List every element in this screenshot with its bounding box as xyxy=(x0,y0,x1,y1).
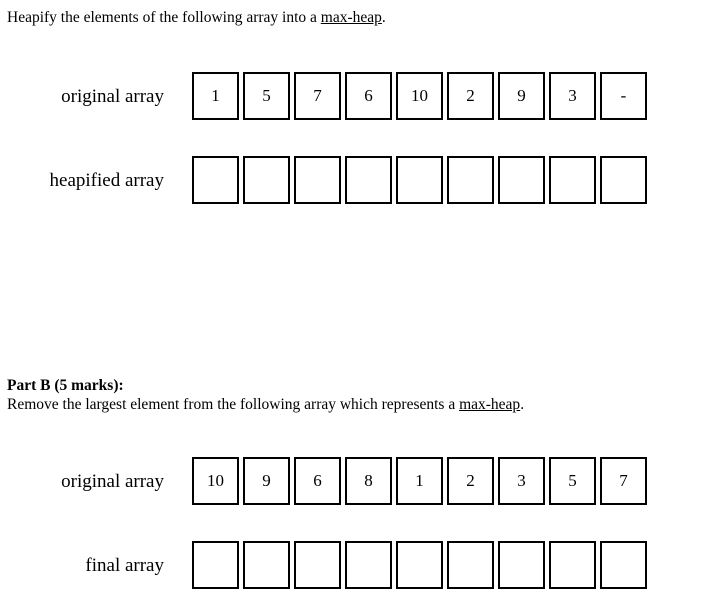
part-b-instruction-text: Remove the largest element from the following array which represents a xyxy=(7,396,460,413)
part-a-instruction xyxy=(7,9,386,27)
part-a-original-label: original array xyxy=(61,86,164,107)
answer-cell[interactable] xyxy=(549,541,596,589)
part-a-result-array xyxy=(192,156,647,204)
array-cell: 8 xyxy=(345,457,392,505)
part-b-original-array xyxy=(192,457,647,505)
answer-cell[interactable] xyxy=(600,541,647,589)
answer-cell[interactable] xyxy=(549,156,596,204)
part-b-title: Part B (5 marks): xyxy=(7,377,124,394)
answer-cell[interactable] xyxy=(192,156,239,204)
array-cell: 7 xyxy=(294,72,341,120)
answer-cell[interactable] xyxy=(294,541,341,589)
array-cell: 10 xyxy=(396,72,443,120)
answer-cell[interactable] xyxy=(396,541,443,589)
part-b-result-label: final array xyxy=(85,555,164,576)
answer-cell[interactable] xyxy=(447,156,494,204)
answer-cell[interactable] xyxy=(498,156,545,204)
array-cell: - xyxy=(600,72,647,120)
array-cell: 1 xyxy=(192,72,239,120)
answer-cell[interactable] xyxy=(294,156,341,204)
part-a-original-array xyxy=(192,72,647,120)
array-cell: 3 xyxy=(498,457,545,505)
array-cell: 6 xyxy=(345,72,392,120)
answer-cell[interactable] xyxy=(396,156,443,204)
answer-cell[interactable] xyxy=(345,156,392,204)
answer-cell[interactable] xyxy=(447,541,494,589)
answer-cell[interactable] xyxy=(498,541,545,589)
part-a-instruction-text: Heapify the elements of the following array into a xyxy=(7,9,321,26)
part-a-result-label: heapified array xyxy=(49,170,164,191)
part-b-result-array xyxy=(192,541,647,589)
part-b-max-heap-term: max-heap xyxy=(459,396,521,413)
answer-cell[interactable] xyxy=(192,541,239,589)
array-cell: 2 xyxy=(447,72,494,120)
array-cell: 5 xyxy=(549,457,596,505)
array-cell: 1 xyxy=(396,457,443,505)
part-b-instruction xyxy=(7,396,524,414)
array-cell: 5 xyxy=(243,72,290,120)
answer-cell[interactable] xyxy=(243,541,290,589)
part-b-original-label: original array xyxy=(61,471,164,492)
answer-cell[interactable] xyxy=(243,156,290,204)
array-cell: 6 xyxy=(294,457,341,505)
part-b-instruction-period: . xyxy=(520,396,525,413)
part-a-max-heap-term: max-heap xyxy=(320,9,382,26)
array-cell: 9 xyxy=(243,457,290,505)
array-cell: 3 xyxy=(549,72,596,120)
part-a-instruction-period: . xyxy=(381,9,386,26)
array-cell: 10 xyxy=(192,457,239,505)
answer-cell[interactable] xyxy=(600,156,647,204)
answer-cell[interactable] xyxy=(345,541,392,589)
array-cell: 7 xyxy=(600,457,647,505)
array-cell: 2 xyxy=(447,457,494,505)
array-cell: 9 xyxy=(498,72,545,120)
